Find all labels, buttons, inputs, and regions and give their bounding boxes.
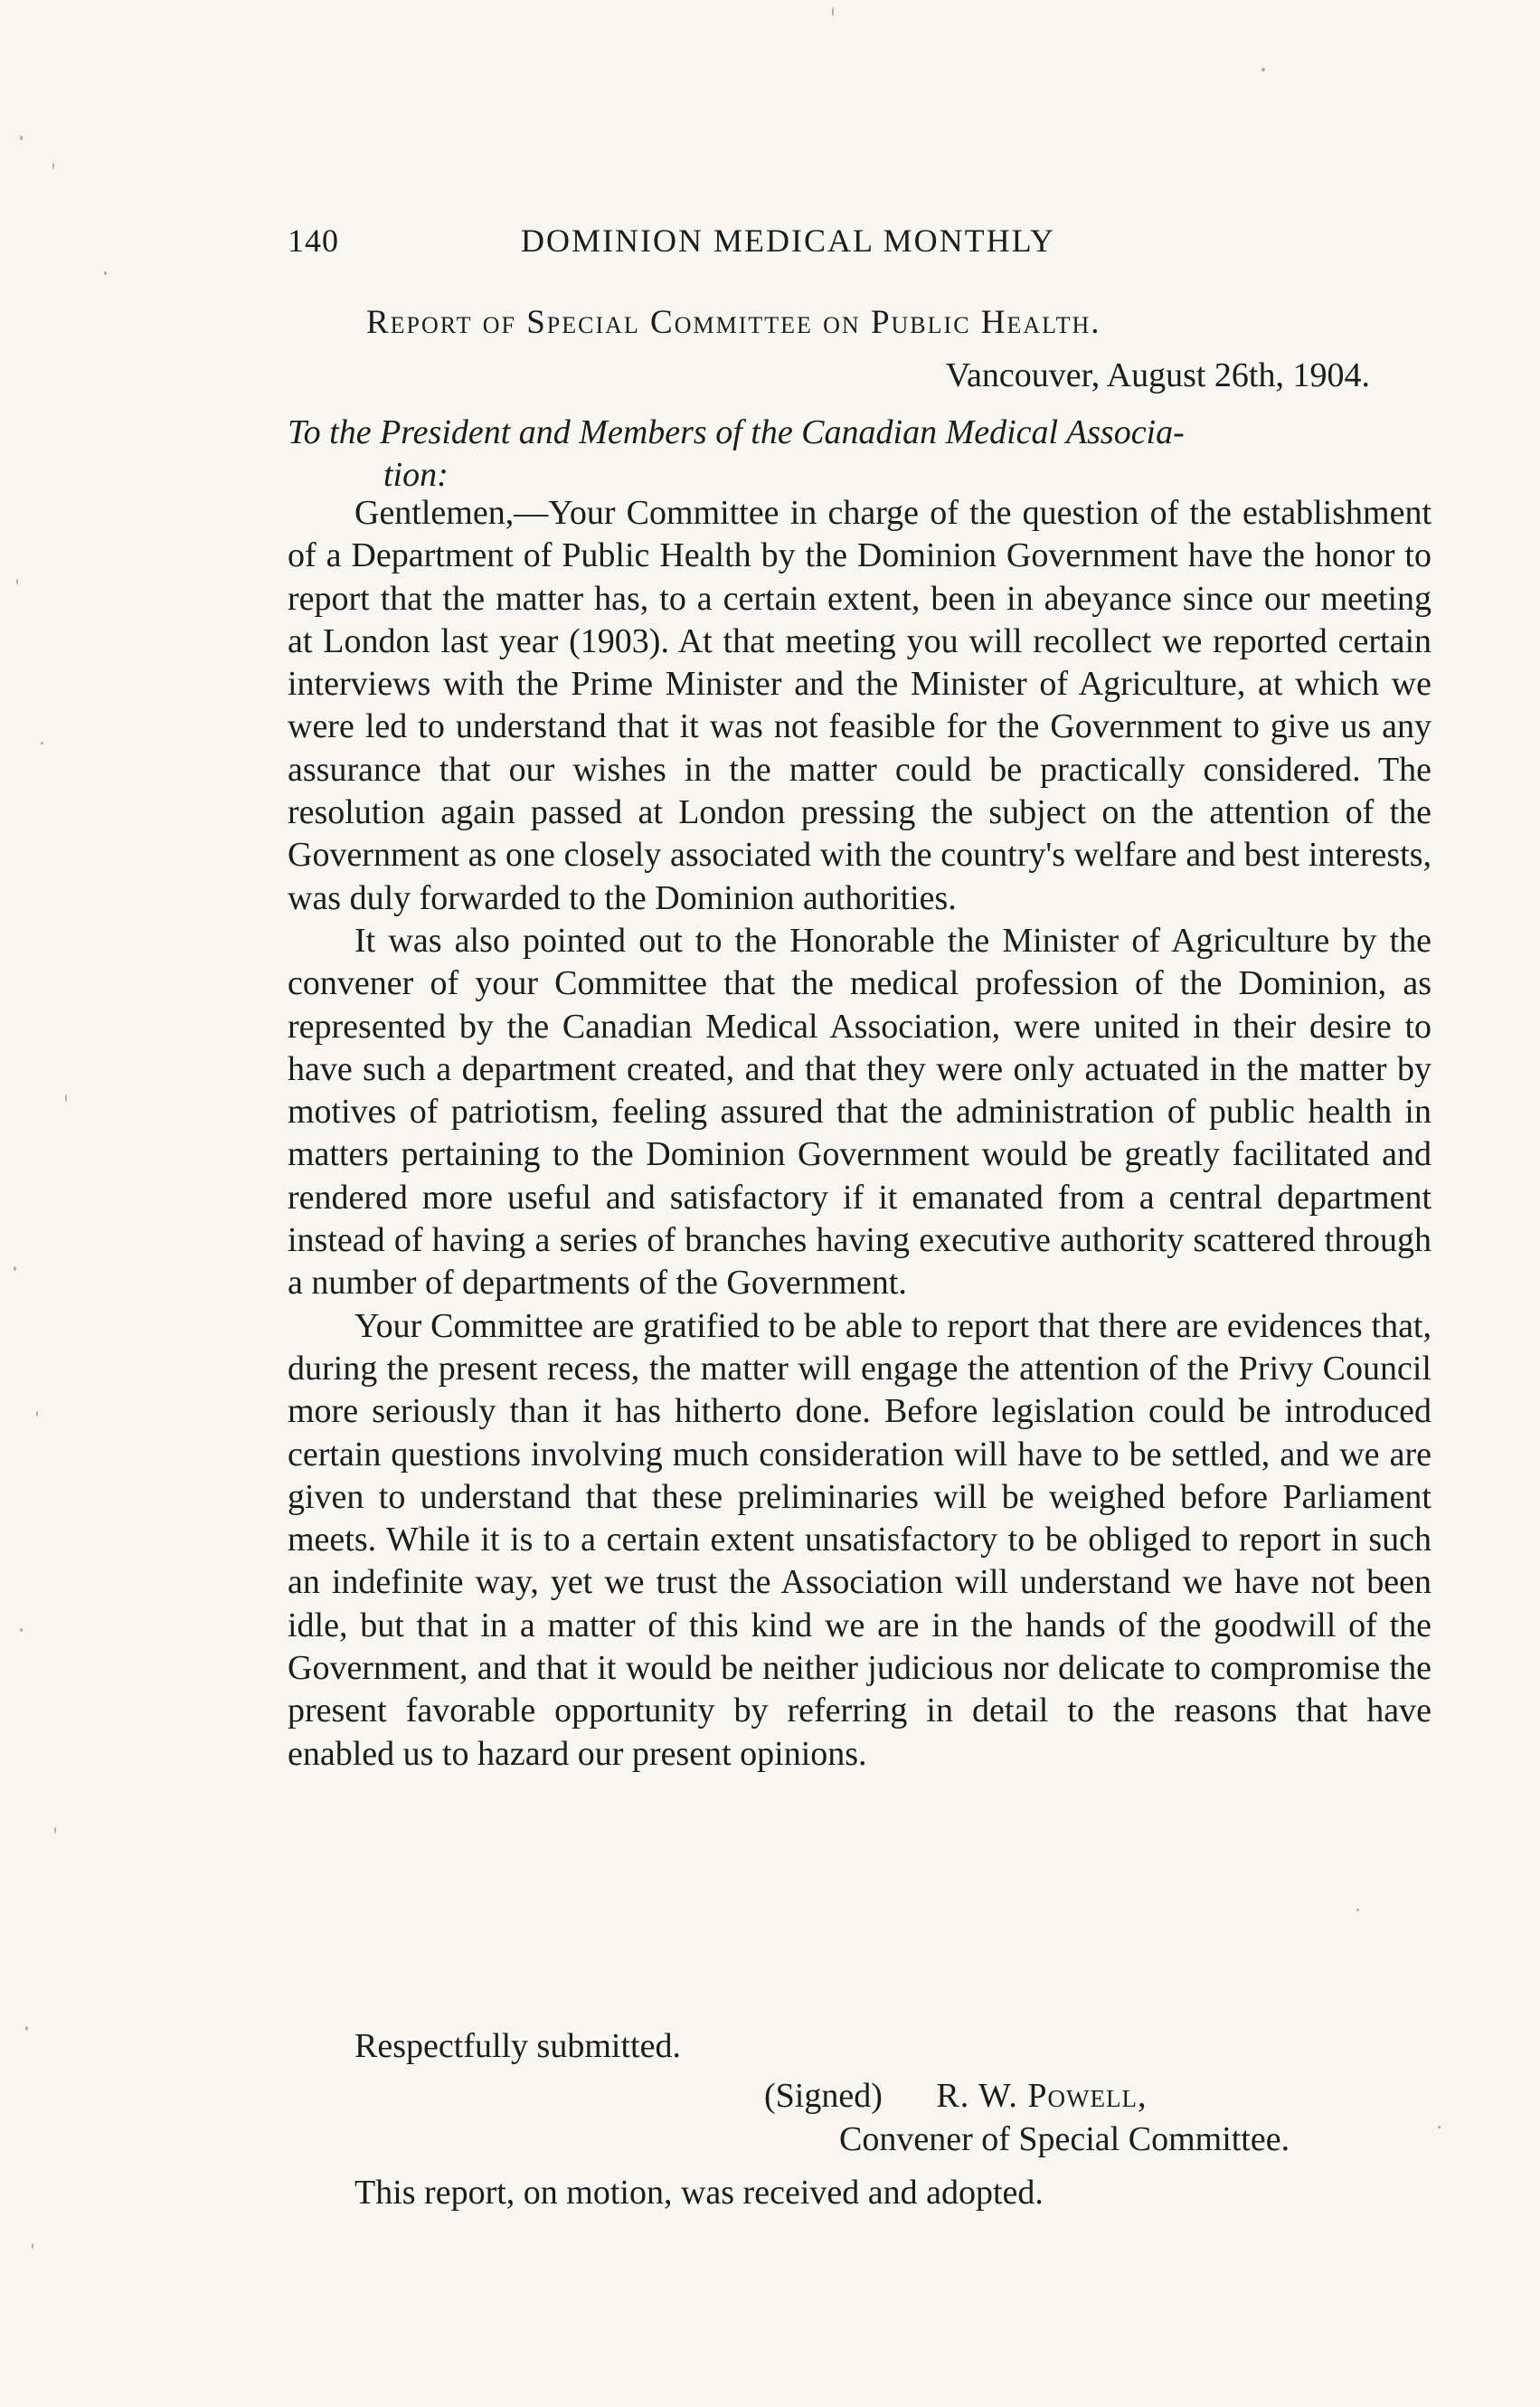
salutation (288, 412, 1431, 497)
report-title: Report of Special Committee on Public Health. (366, 304, 1101, 341)
signer-title: Convener of Special Committee. (839, 2120, 1290, 2158)
closing: Respectfully submitted. (354, 2027, 681, 2065)
paragraph: Your Committee are gratified to be able to report that there are evidences that, during the present recess, the matter will engage the attention of the Privy Council more seriously than it has hitherto done. Before legislation could be introduced certain questions involving much consideration will have to be settled, and we are given to understand that these preliminaries will be weighed before Parliament meets. While it is to a certain extent unsatisfactory to be obliged to report in such an indefinite way, yet we trust the Association will understand we have not been idle, but that in a matter of this kind we are in the hands of the goodwill of the Government, and that it would be neither judicious nor delicate to compromise the present favorable opportunity by referring in detail to the reasons that have enabled us to hazard our present opinions. (288, 1306, 1431, 1773)
running-head (288, 222, 1192, 267)
dateline: Vancouver, August 26th, 1904. (945, 356, 1370, 394)
signer-name: R. W. Powell, (936, 2077, 1148, 2115)
report-body (288, 492, 1431, 1776)
signed-label: (Signed) (764, 2077, 883, 2115)
adoption-note: This report, on motion, was received and adopted. (354, 2174, 1044, 2212)
page-number: 140 (288, 223, 339, 259)
paragraph: It was also pointed out to the Honorable the Minister of Agriculture by the convener of your Committee that the medical profession of the Dominion, as represented by the Canadian Medical Association, were united in their desire to have such a department created, and that they were only actuated in the matter by motives of patriotism, feeling assured that the administration of public health in matters pertaining to the Dominion Government would be greatly facilitated and rendered more useful and satisfactory if it emanated from a central department instead of having a series of branches having executive authority scattered through a number of departments of the Government. (288, 921, 1431, 1303)
journal-title: DOMINION MEDICAL MONTHLY (521, 223, 1056, 259)
paragraph: Gentlemen,—Your Committee in charge of the question of the establishment of a Department of Public Health by the Dominion Government have the honor to report that the matter has, to a certain extent, been in abeyance since our meeting at London last year (1903). At that meeting you will recollect we reported certain interviews with the Prime Minister and the Minister of Agriculture, at which we were led to understand that it was not feasible for the Government to give us any assurance that our wishes in the matter could be practically considered. The resolution again passed at London pressing the subject on the attention of the Government as one closely associated with the country's welfare and best interests, was duly forwarded to the Dominion authorities. (288, 494, 1431, 917)
salutation-line: To the President and Members of the Canadian Medical Associa- (288, 413, 1185, 451)
signature-line (764, 2076, 1148, 2116)
salutation-line-continued: tion: (383, 456, 449, 494)
